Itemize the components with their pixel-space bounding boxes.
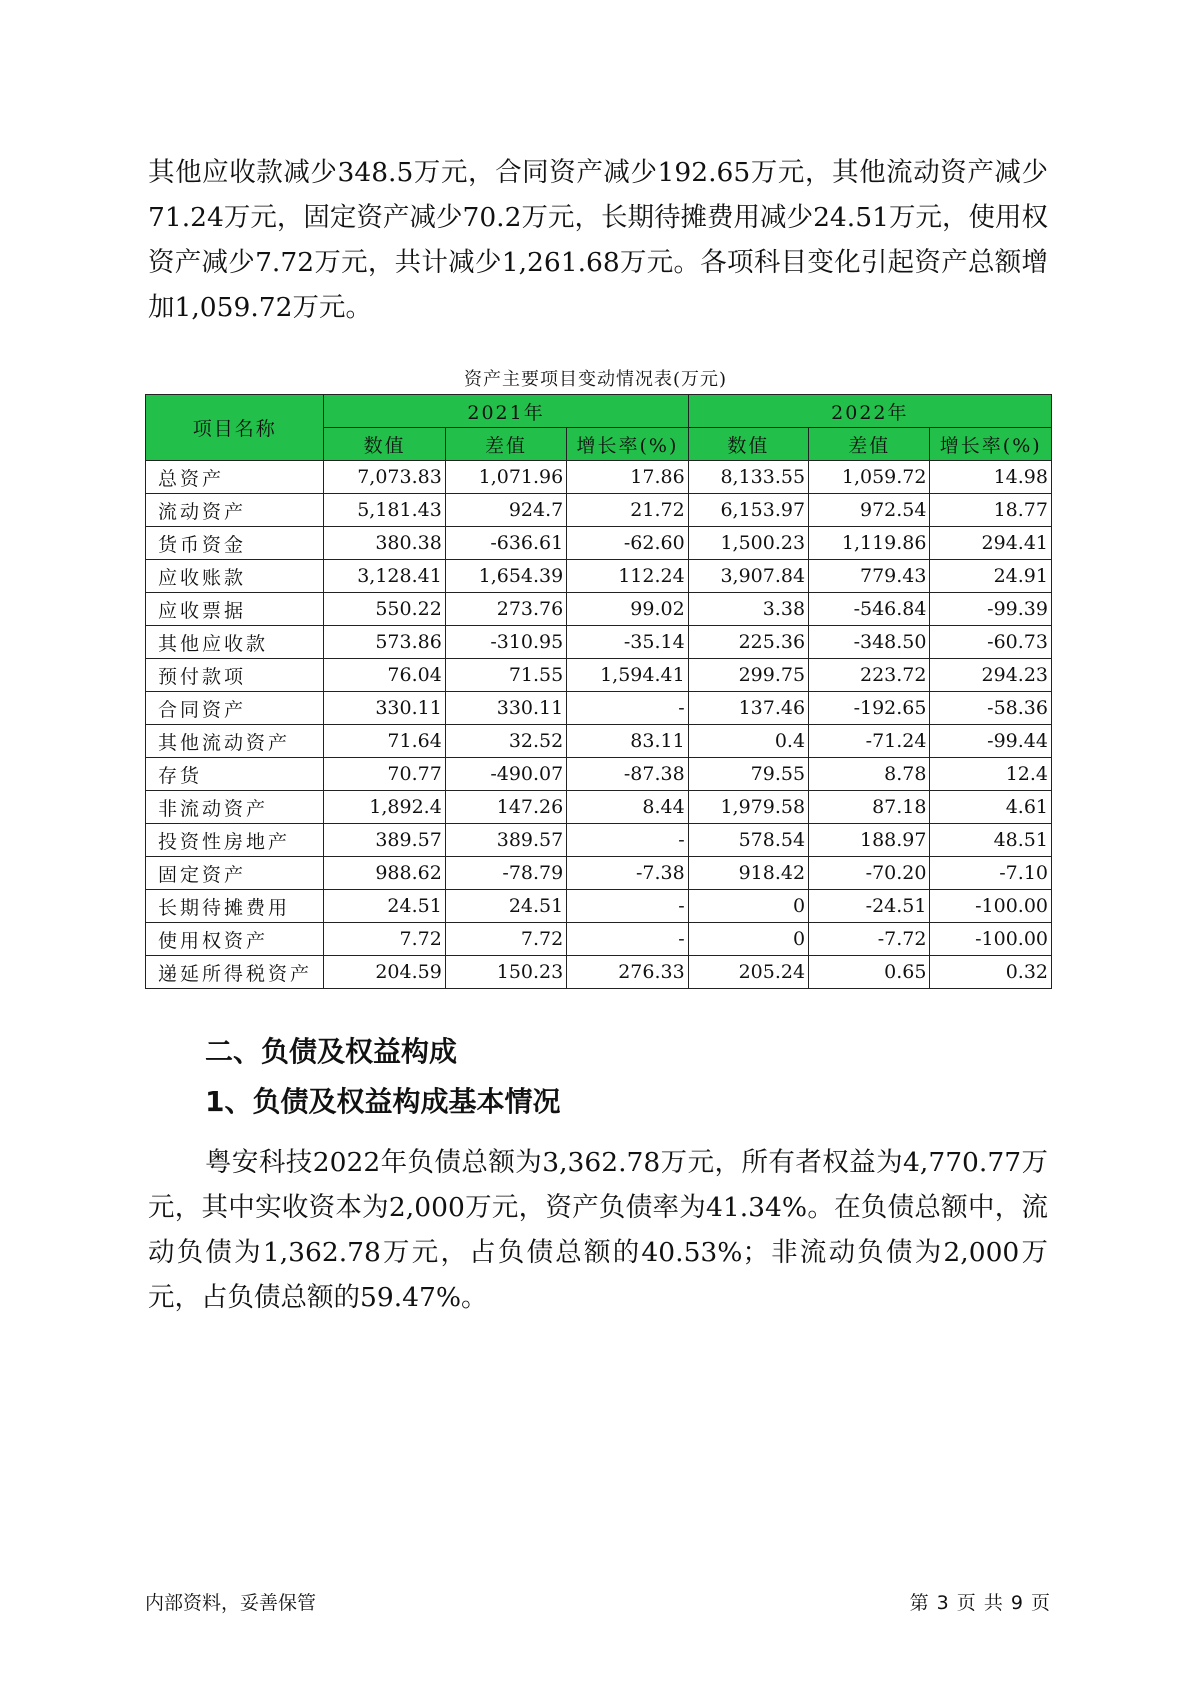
table-cell: -7.38 bbox=[567, 857, 688, 890]
section-heading: 二、负债及权益构成 bbox=[205, 1035, 458, 1068]
table-cell: 14.98 bbox=[930, 461, 1052, 494]
row-label: 使用权资产 bbox=[146, 923, 324, 956]
table-cell: 8.44 bbox=[567, 791, 688, 824]
table-cell: 12.4 bbox=[930, 758, 1052, 791]
table-cell: 205.24 bbox=[688, 956, 808, 989]
table-cell: -62.60 bbox=[567, 527, 688, 560]
table-cell: 21.72 bbox=[567, 494, 688, 527]
table-cell: -100.00 bbox=[930, 890, 1052, 923]
table-cell: 1,654.39 bbox=[445, 560, 566, 593]
row-label: 流动资产 bbox=[146, 494, 324, 527]
table-cell: 17.86 bbox=[567, 461, 688, 494]
table-cell: 83.11 bbox=[567, 725, 688, 758]
table-cell: -636.61 bbox=[445, 527, 566, 560]
table-row bbox=[146, 890, 1052, 923]
row-label: 应收票据 bbox=[146, 593, 324, 626]
table-cell: -546.84 bbox=[809, 593, 930, 626]
table-cell: -99.44 bbox=[930, 725, 1052, 758]
table-cell: - bbox=[567, 923, 688, 956]
table-cell: - bbox=[567, 890, 688, 923]
table-cell: 137.46 bbox=[688, 692, 808, 725]
table-cell: 188.97 bbox=[809, 824, 930, 857]
row-label: 合同资产 bbox=[146, 692, 324, 725]
table-cell: 7.72 bbox=[324, 923, 445, 956]
row-label: 非流动资产 bbox=[146, 791, 324, 824]
row-label: 递延所得税资产 bbox=[146, 956, 324, 989]
table-cell: -99.39 bbox=[930, 593, 1052, 626]
table-cell: 972.54 bbox=[809, 494, 930, 527]
table-cell: 4.61 bbox=[930, 791, 1052, 824]
body-paragraph: 粤安科技2022年负债总额为3,362.78万元，所有者权益为4,770.77万元，其中实收资本为2,000万元，资产负债率为41.34%。在负债总额中，流动负债为1,362.78万元，占负债总额的40.53%；非流动负债为2,000万元，占负债总额的59.47%。 bbox=[148, 1147, 1048, 1313]
row-label: 其他流动资产 bbox=[146, 725, 324, 758]
table-cell: 1,119.86 bbox=[809, 527, 930, 560]
table-cell: -192.65 bbox=[809, 692, 930, 725]
table-cell: 3,128.41 bbox=[324, 560, 445, 593]
table-body bbox=[146, 461, 1052, 989]
row-label: 投资性房地产 bbox=[146, 824, 324, 857]
table-cell: -70.20 bbox=[809, 857, 930, 890]
table-cell: 276.33 bbox=[567, 956, 688, 989]
table-cell: 1,892.4 bbox=[324, 791, 445, 824]
table-cell: 1,979.58 bbox=[688, 791, 808, 824]
header-year-2021: 2021年 bbox=[324, 395, 688, 428]
table-cell: - bbox=[567, 824, 688, 857]
footer-page-number: 第 3 页 共 9 页 bbox=[909, 1592, 1051, 1614]
table-cell: 578.54 bbox=[688, 824, 808, 857]
table-cell: 8.78 bbox=[809, 758, 930, 791]
table-cell: 573.86 bbox=[324, 626, 445, 659]
table-row bbox=[146, 560, 1052, 593]
header-2022-growth: 增长率(%) bbox=[930, 428, 1052, 461]
table-cell: 87.18 bbox=[809, 791, 930, 824]
table-cell: 5,181.43 bbox=[324, 494, 445, 527]
table-row bbox=[146, 725, 1052, 758]
row-label: 总资产 bbox=[146, 461, 324, 494]
table-cell: -60.73 bbox=[930, 626, 1052, 659]
table-row bbox=[146, 527, 1052, 560]
table-cell: 71.64 bbox=[324, 725, 445, 758]
row-label: 预付款项 bbox=[146, 659, 324, 692]
table-cell: -78.79 bbox=[445, 857, 566, 890]
intro-paragraph: 其他应收款减少348.5万元，合同资产减少192.65万元，其他流动资产减少71.24万元，固定资产减少70.2万元，长期待摊费用减少24.51万元，使用权资产减少7.72万元，共计减少1,261.68万元。各项科目变化引起资产总额增加1,059.72万元。 bbox=[148, 157, 1048, 323]
table-cell: 779.43 bbox=[809, 560, 930, 593]
header-2022-diff: 差值 bbox=[809, 428, 930, 461]
header-2021-growth: 增长率(%) bbox=[567, 428, 688, 461]
footer-confidential-note: 内部资料，妥善保管 bbox=[145, 1592, 317, 1614]
header-2021-value: 数值 bbox=[324, 428, 445, 461]
table-cell: 70.77 bbox=[324, 758, 445, 791]
table-cell: 7.72 bbox=[445, 923, 566, 956]
table-cell: 330.11 bbox=[445, 692, 566, 725]
table-row bbox=[146, 593, 1052, 626]
subsection-heading: 1、负债及权益构成基本情况 bbox=[205, 1085, 561, 1118]
table-cell: 0.4 bbox=[688, 725, 808, 758]
table-row bbox=[146, 626, 1052, 659]
table-row bbox=[146, 923, 1052, 956]
table-cell: 24.51 bbox=[324, 890, 445, 923]
table-cell: 299.75 bbox=[688, 659, 808, 692]
table-cell: 1,071.96 bbox=[445, 461, 566, 494]
table-cell: -87.38 bbox=[567, 758, 688, 791]
table-cell: 330.11 bbox=[324, 692, 445, 725]
table-row bbox=[146, 494, 1052, 527]
table-cell: 76.04 bbox=[324, 659, 445, 692]
row-label: 长期待摊费用 bbox=[146, 890, 324, 923]
table-cell: 0 bbox=[688, 923, 808, 956]
table-cell: - bbox=[567, 692, 688, 725]
table-row bbox=[146, 659, 1052, 692]
table-cell: 8,133.55 bbox=[688, 461, 808, 494]
table-cell: -58.36 bbox=[930, 692, 1052, 725]
table-cell: 988.62 bbox=[324, 857, 445, 890]
table-cell: 225.36 bbox=[688, 626, 808, 659]
table-row bbox=[146, 791, 1052, 824]
table-cell: -24.51 bbox=[809, 890, 930, 923]
table-cell: 204.59 bbox=[324, 956, 445, 989]
table-cell: 924.7 bbox=[445, 494, 566, 527]
row-label: 存货 bbox=[146, 758, 324, 791]
table-cell: 3,907.84 bbox=[688, 560, 808, 593]
table-cell: 3.38 bbox=[688, 593, 808, 626]
table-cell: -7.10 bbox=[930, 857, 1052, 890]
asset-change-table bbox=[145, 394, 1052, 989]
header-2021-diff: 差值 bbox=[445, 428, 566, 461]
table-cell: 71.55 bbox=[445, 659, 566, 692]
table-cell: 294.41 bbox=[930, 527, 1052, 560]
table-cell: 0.32 bbox=[930, 956, 1052, 989]
table-cell: 0.65 bbox=[809, 956, 930, 989]
table-cell: 150.23 bbox=[445, 956, 566, 989]
table-cell: 0 bbox=[688, 890, 808, 923]
header-year-2022: 2022年 bbox=[688, 395, 1051, 428]
row-label: 固定资产 bbox=[146, 857, 324, 890]
table-cell: -348.50 bbox=[809, 626, 930, 659]
table-cell: 79.55 bbox=[688, 758, 808, 791]
table-cell: 389.57 bbox=[445, 824, 566, 857]
table-cell: -100.00 bbox=[930, 923, 1052, 956]
table-cell: 7,073.83 bbox=[324, 461, 445, 494]
table-cell: 24.51 bbox=[445, 890, 566, 923]
table-cell: 273.76 bbox=[445, 593, 566, 626]
table-cell: 6,153.97 bbox=[688, 494, 808, 527]
table-cell: -7.72 bbox=[809, 923, 930, 956]
table-row bbox=[146, 857, 1052, 890]
table-cell: 48.51 bbox=[930, 824, 1052, 857]
row-label: 其他应收款 bbox=[146, 626, 324, 659]
table-cell: 223.72 bbox=[809, 659, 930, 692]
header-2022-value: 数值 bbox=[688, 428, 808, 461]
table-cell: 24.91 bbox=[930, 560, 1052, 593]
table-row bbox=[146, 824, 1052, 857]
table-row bbox=[146, 461, 1052, 494]
table-cell: -310.95 bbox=[445, 626, 566, 659]
table-cell: 550.22 bbox=[324, 593, 445, 626]
table-caption: 资产主要项目变动情况表(万元) bbox=[463, 369, 728, 390]
table-cell: 147.26 bbox=[445, 791, 566, 824]
table-cell: -490.07 bbox=[445, 758, 566, 791]
table-cell: 294.23 bbox=[930, 659, 1052, 692]
table-cell: -35.14 bbox=[567, 626, 688, 659]
table-cell: 32.52 bbox=[445, 725, 566, 758]
table-row bbox=[146, 956, 1052, 989]
table-cell: 380.38 bbox=[324, 527, 445, 560]
table-cell: 918.42 bbox=[688, 857, 808, 890]
table-cell: 18.77 bbox=[930, 494, 1052, 527]
row-label: 应收账款 bbox=[146, 560, 324, 593]
table-row bbox=[146, 758, 1052, 791]
table-row bbox=[146, 692, 1052, 725]
table-cell: -71.24 bbox=[809, 725, 930, 758]
table-cell: 1,594.41 bbox=[567, 659, 688, 692]
table-cell: 112.24 bbox=[567, 560, 688, 593]
table-cell: 99.02 bbox=[567, 593, 688, 626]
table-cell: 389.57 bbox=[324, 824, 445, 857]
header-item-name: 项目名称 bbox=[146, 395, 324, 461]
table-cell: 1,059.72 bbox=[809, 461, 930, 494]
table-cell: 1,500.23 bbox=[688, 527, 808, 560]
row-label: 货币资金 bbox=[146, 527, 324, 560]
